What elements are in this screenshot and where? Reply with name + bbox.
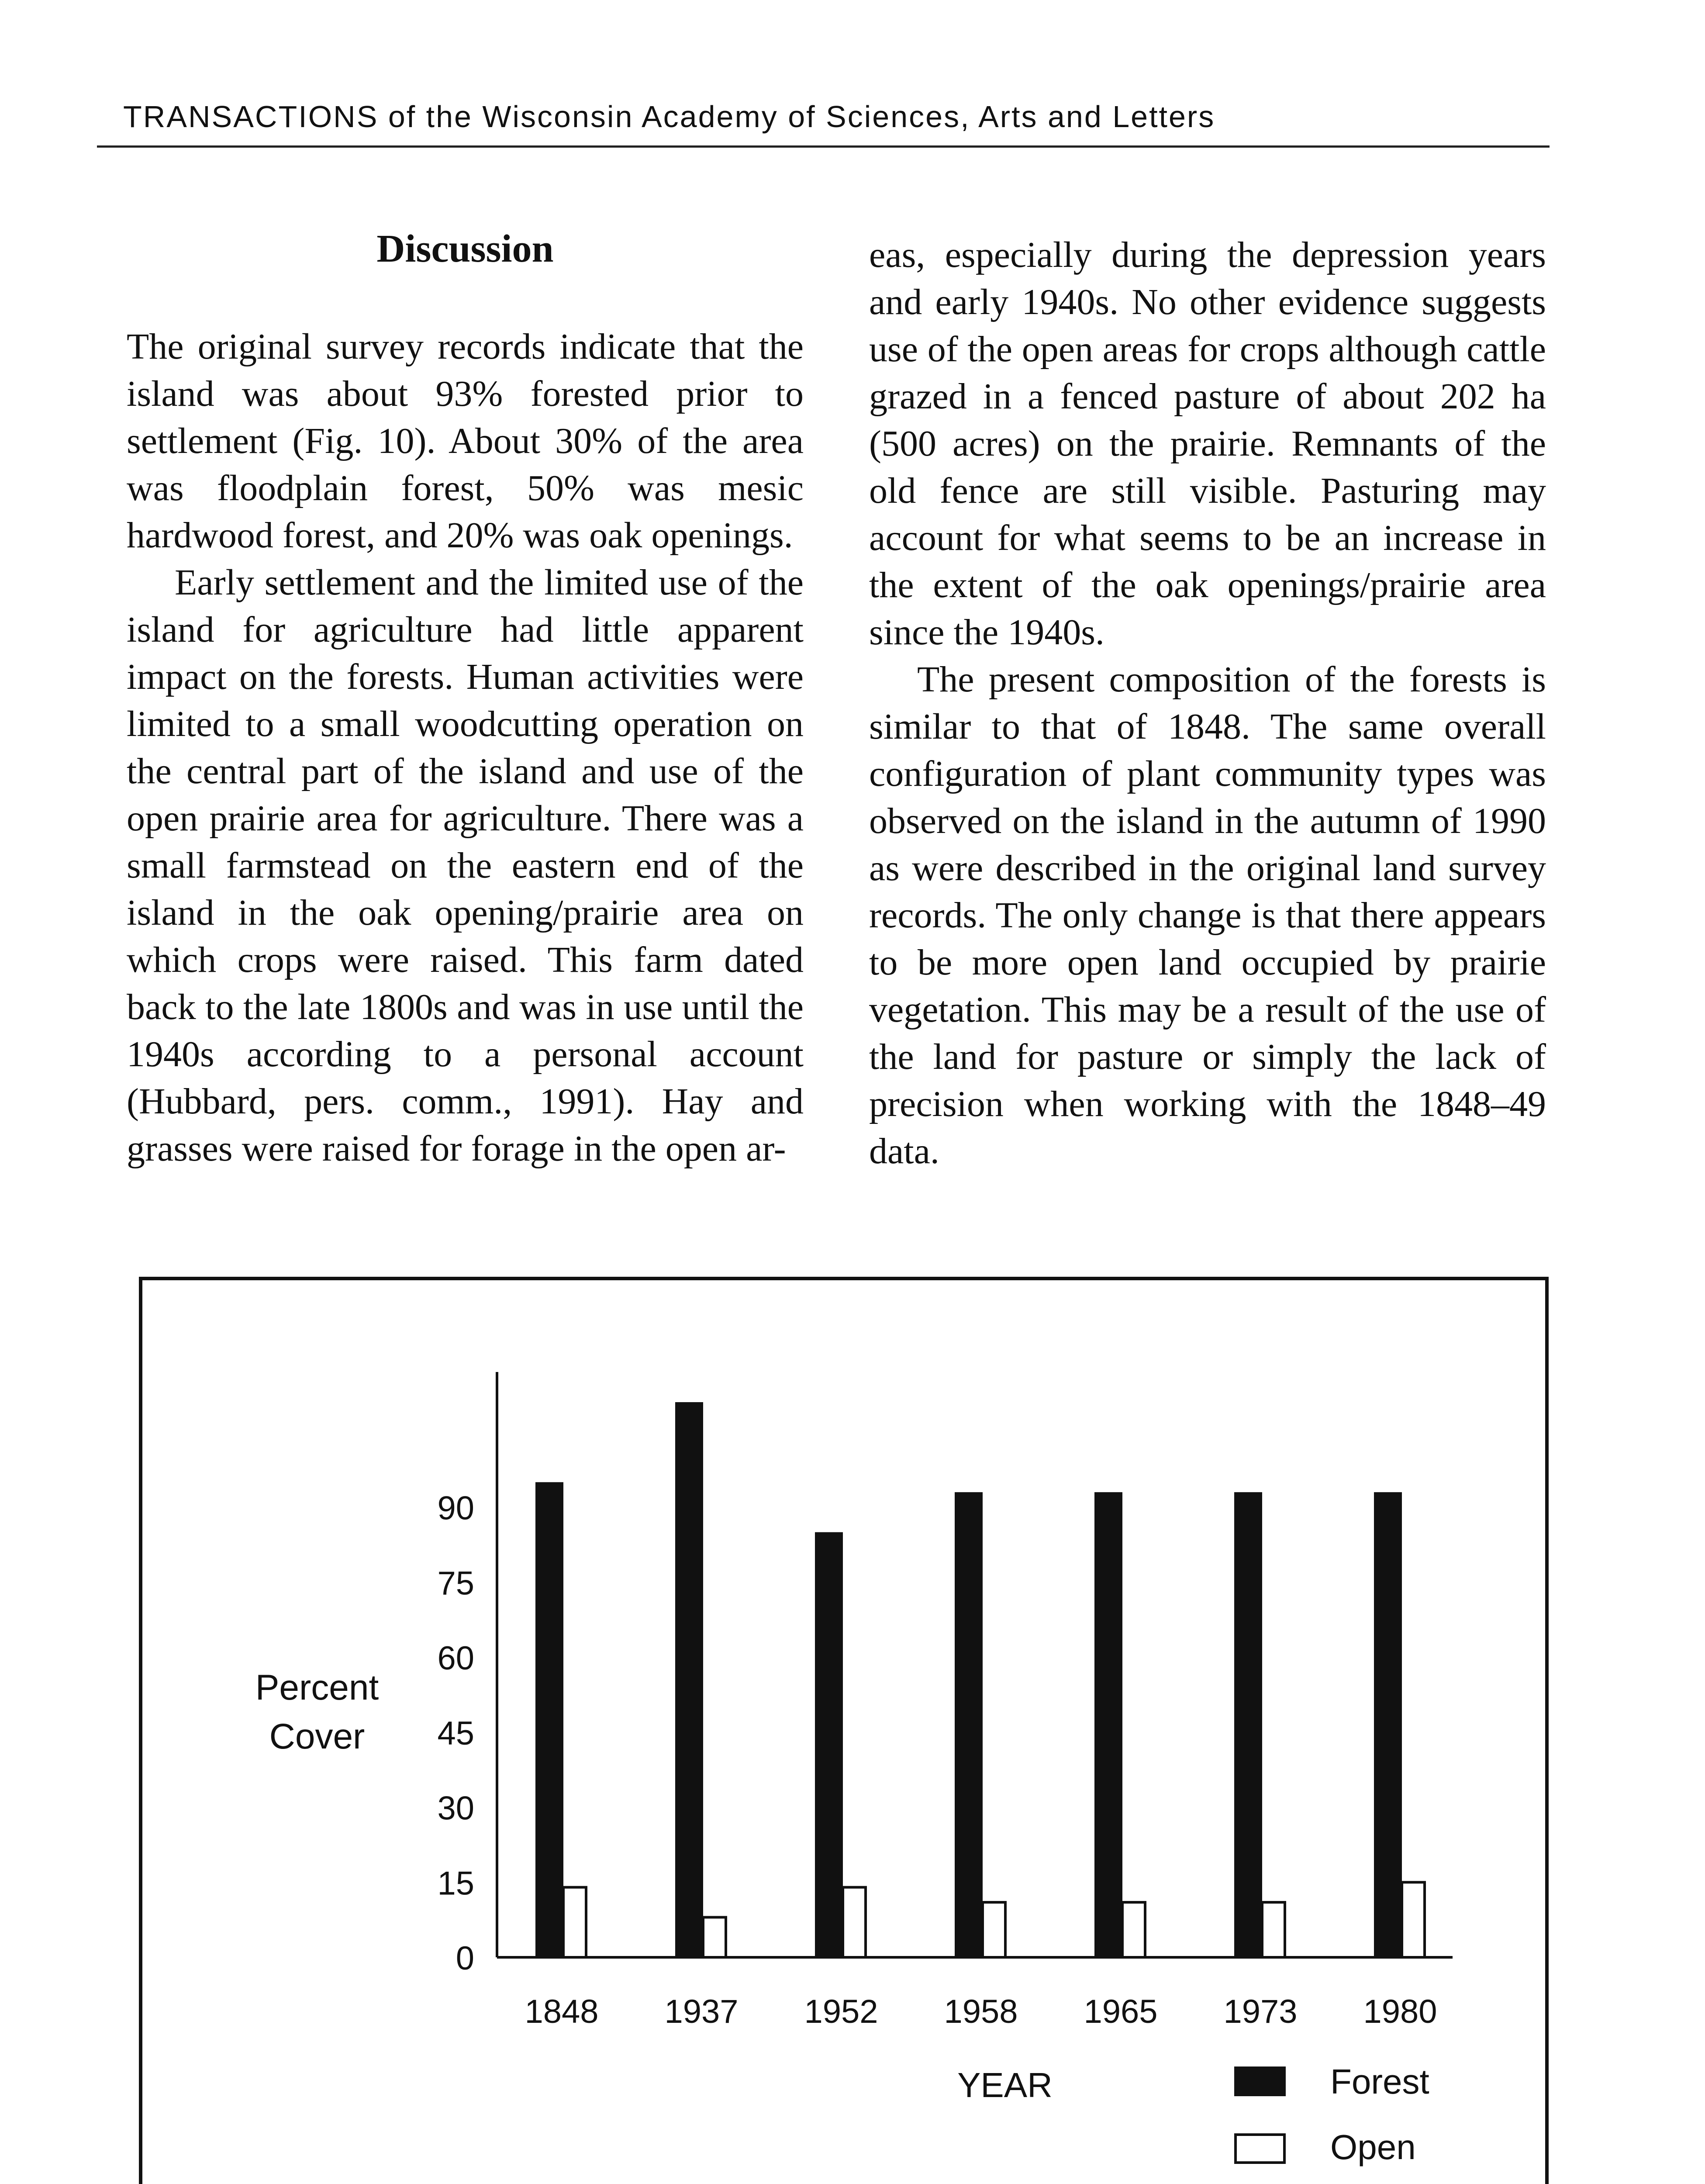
x-tick-label: 1958 [944,1993,1018,2030]
paragraph: Early settlement and the limited use of the island for agriculture had little apparent impact on the forests. Human activities were limited to a small woodcutting operation on the central part of the island and use of the open prairie area for agriculture. There was a small farmstead on the eastern end of the island in the oak opening/prairie area on which crops were raised. This farm dated back to the late 1800s and was in use until the 1940s according to a personal account (Hubbard, pers. comm., 1991). Hay and grasses were raised for forage in the open ar- [127,562,804,1169]
legend-swatch-open [1236,2135,1284,2163]
open-bar [1262,1902,1285,1957]
forest-bar [1374,1492,1402,1957]
x-tick-label: 1980 [1363,1993,1437,2030]
y-tick-label: 15 [437,1865,474,1902]
legend-label-open: Open [1330,2128,1416,2167]
forest-bar [955,1492,983,1957]
right-column [869,232,1546,1175]
forest-bar [675,1402,703,1957]
open-bar [563,1887,586,1957]
open-bar [843,1887,866,1957]
header-rule [97,145,1550,148]
running-header: TRANSACTIONS of the Wisconsin Academy of Sciences, Arts and Letters [123,100,1215,134]
paragraph: The original survey records indicate that the island was about 93% forested prior to settlement (Fig. 10). About 30% of the area was floodplain forest, 50% was mesic hardwood forest, and 20% was oak openings. [127,326,804,556]
figure-frame [139,1277,1549,2184]
y-axis-label: Percent [255,1668,379,1707]
y-tick-label: 0 [456,1940,474,1977]
forest-bar [1234,1492,1262,1957]
x-tick-label: 1973 [1223,1993,1298,2030]
section-heading: Discussion [376,227,554,270]
open-bar [983,1902,1005,1957]
forest-bar [1094,1492,1122,1957]
y-tick-label: 75 [437,1565,474,1602]
x-tick-label: 1848 [525,1993,599,2030]
open-bar [1402,1882,1425,1957]
y-axis-label: Cover [269,1717,365,1756]
y-tick-label: 30 [437,1790,474,1827]
legend-label-forest: Forest [1330,2062,1429,2101]
x-tick-label: 1952 [804,1993,878,2030]
paragraph: The present composition of the forests is similar to that of 1848. The same overall configuration of plant community types was observed on the island in the autumn of 1990 as were described in the original land survey records. The only change is that there appears to be more open land occupied by prairie vegetation. This may be a result of the use of the land for pasture or simply the lack of precision when working with the 1848–49 data. [869,659,1546,1171]
legend-swatch-forest [1234,2067,1286,2096]
forest-bar [815,1532,843,1957]
open-bar [1122,1902,1145,1957]
y-tick-label: 45 [437,1714,474,1752]
bar-chart [142,1280,1545,2184]
y-tick-label: 90 [437,1489,474,1527]
x-tick-label: 1937 [664,1993,739,2030]
left-column [127,227,804,1172]
open-bar [703,1917,726,1957]
y-tick-label: 60 [437,1640,474,1677]
x-axis-label: YEAR [957,2066,1053,2105]
paragraph: eas, especially during the depression years and early 1940s. No other evidence suggests use of the open areas for crops although cattle grazed in a fenced pasture of about 202 ha (500 acres) on the prairie. Remnants of the old fence are still visible. Pasturing may account for what seems to be an increase in the extent of the oak openings/prairie area since the 1940s. [869,235,1546,653]
forest-bar [535,1482,563,1957]
x-tick-label: 1965 [1084,1993,1158,2030]
